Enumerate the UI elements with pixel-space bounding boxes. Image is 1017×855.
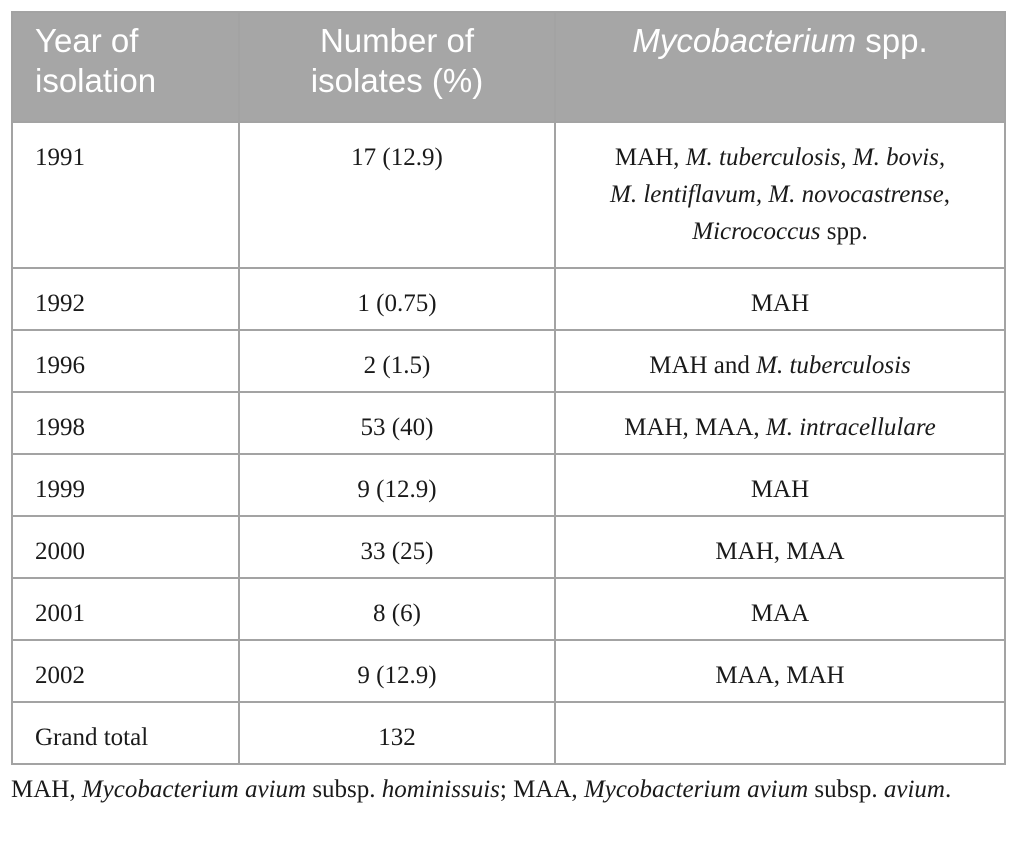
year-cell: 1991 xyxy=(12,122,239,268)
count-cell: 8 (6) xyxy=(239,578,555,640)
count-cell: 1 (0.75) xyxy=(239,268,555,330)
total-label-cell: Grand total xyxy=(12,702,239,764)
table-row-grand-total xyxy=(12,702,1005,764)
table-row xyxy=(12,330,1005,392)
table-header-row xyxy=(12,12,1005,122)
count-cell: 9 (12.9) xyxy=(239,640,555,702)
table-row xyxy=(12,454,1005,516)
count-cell: 9 (12.9) xyxy=(239,454,555,516)
header-species: Mycobacterium spp. xyxy=(555,12,1005,122)
species-cell: MAH, M. tuberculosis, M. bovis, M. lentiflavum, M. novocastrense, Micrococcus spp. xyxy=(555,122,1005,268)
species-cell: MAH xyxy=(555,268,1005,330)
total-count-cell: 132 xyxy=(239,702,555,764)
table-row xyxy=(12,578,1005,640)
year-cell: 1998 xyxy=(12,392,239,454)
species-cell: MAH and M. tuberculosis xyxy=(555,330,1005,392)
year-cell: 2000 xyxy=(12,516,239,578)
table-row xyxy=(12,122,1005,268)
count-cell: 53 (40) xyxy=(239,392,555,454)
year-cell: 1992 xyxy=(12,268,239,330)
header-year: Year of isolation xyxy=(12,12,239,122)
table-row xyxy=(12,268,1005,330)
species-cell: MAH, MAA, M. intracellulare xyxy=(555,392,1005,454)
table-row xyxy=(12,392,1005,454)
species-cell: MAA xyxy=(555,578,1005,640)
count-cell: 17 (12.9) xyxy=(239,122,555,268)
table-row xyxy=(12,640,1005,702)
species-cell: MAH, MAA xyxy=(555,516,1005,578)
year-cell: 1999 xyxy=(12,454,239,516)
isolates-table xyxy=(11,11,1006,765)
year-cell: 2001 xyxy=(12,578,239,640)
species-cell: MAH xyxy=(555,454,1005,516)
count-cell: 2 (1.5) xyxy=(239,330,555,392)
header-count: Number of isolates (%) xyxy=(239,12,555,122)
year-cell: 2002 xyxy=(12,640,239,702)
species-cell: MAA, MAH xyxy=(555,640,1005,702)
table-footnote: MAH, Mycobacterium avium subsp. hominissuis; MAA, Mycobacterium avium subsp. avium. xyxy=(11,776,952,803)
count-cell: 33 (25) xyxy=(239,516,555,578)
table-row xyxy=(12,516,1005,578)
total-species-cell xyxy=(555,702,1005,764)
year-cell: 1996 xyxy=(12,330,239,392)
